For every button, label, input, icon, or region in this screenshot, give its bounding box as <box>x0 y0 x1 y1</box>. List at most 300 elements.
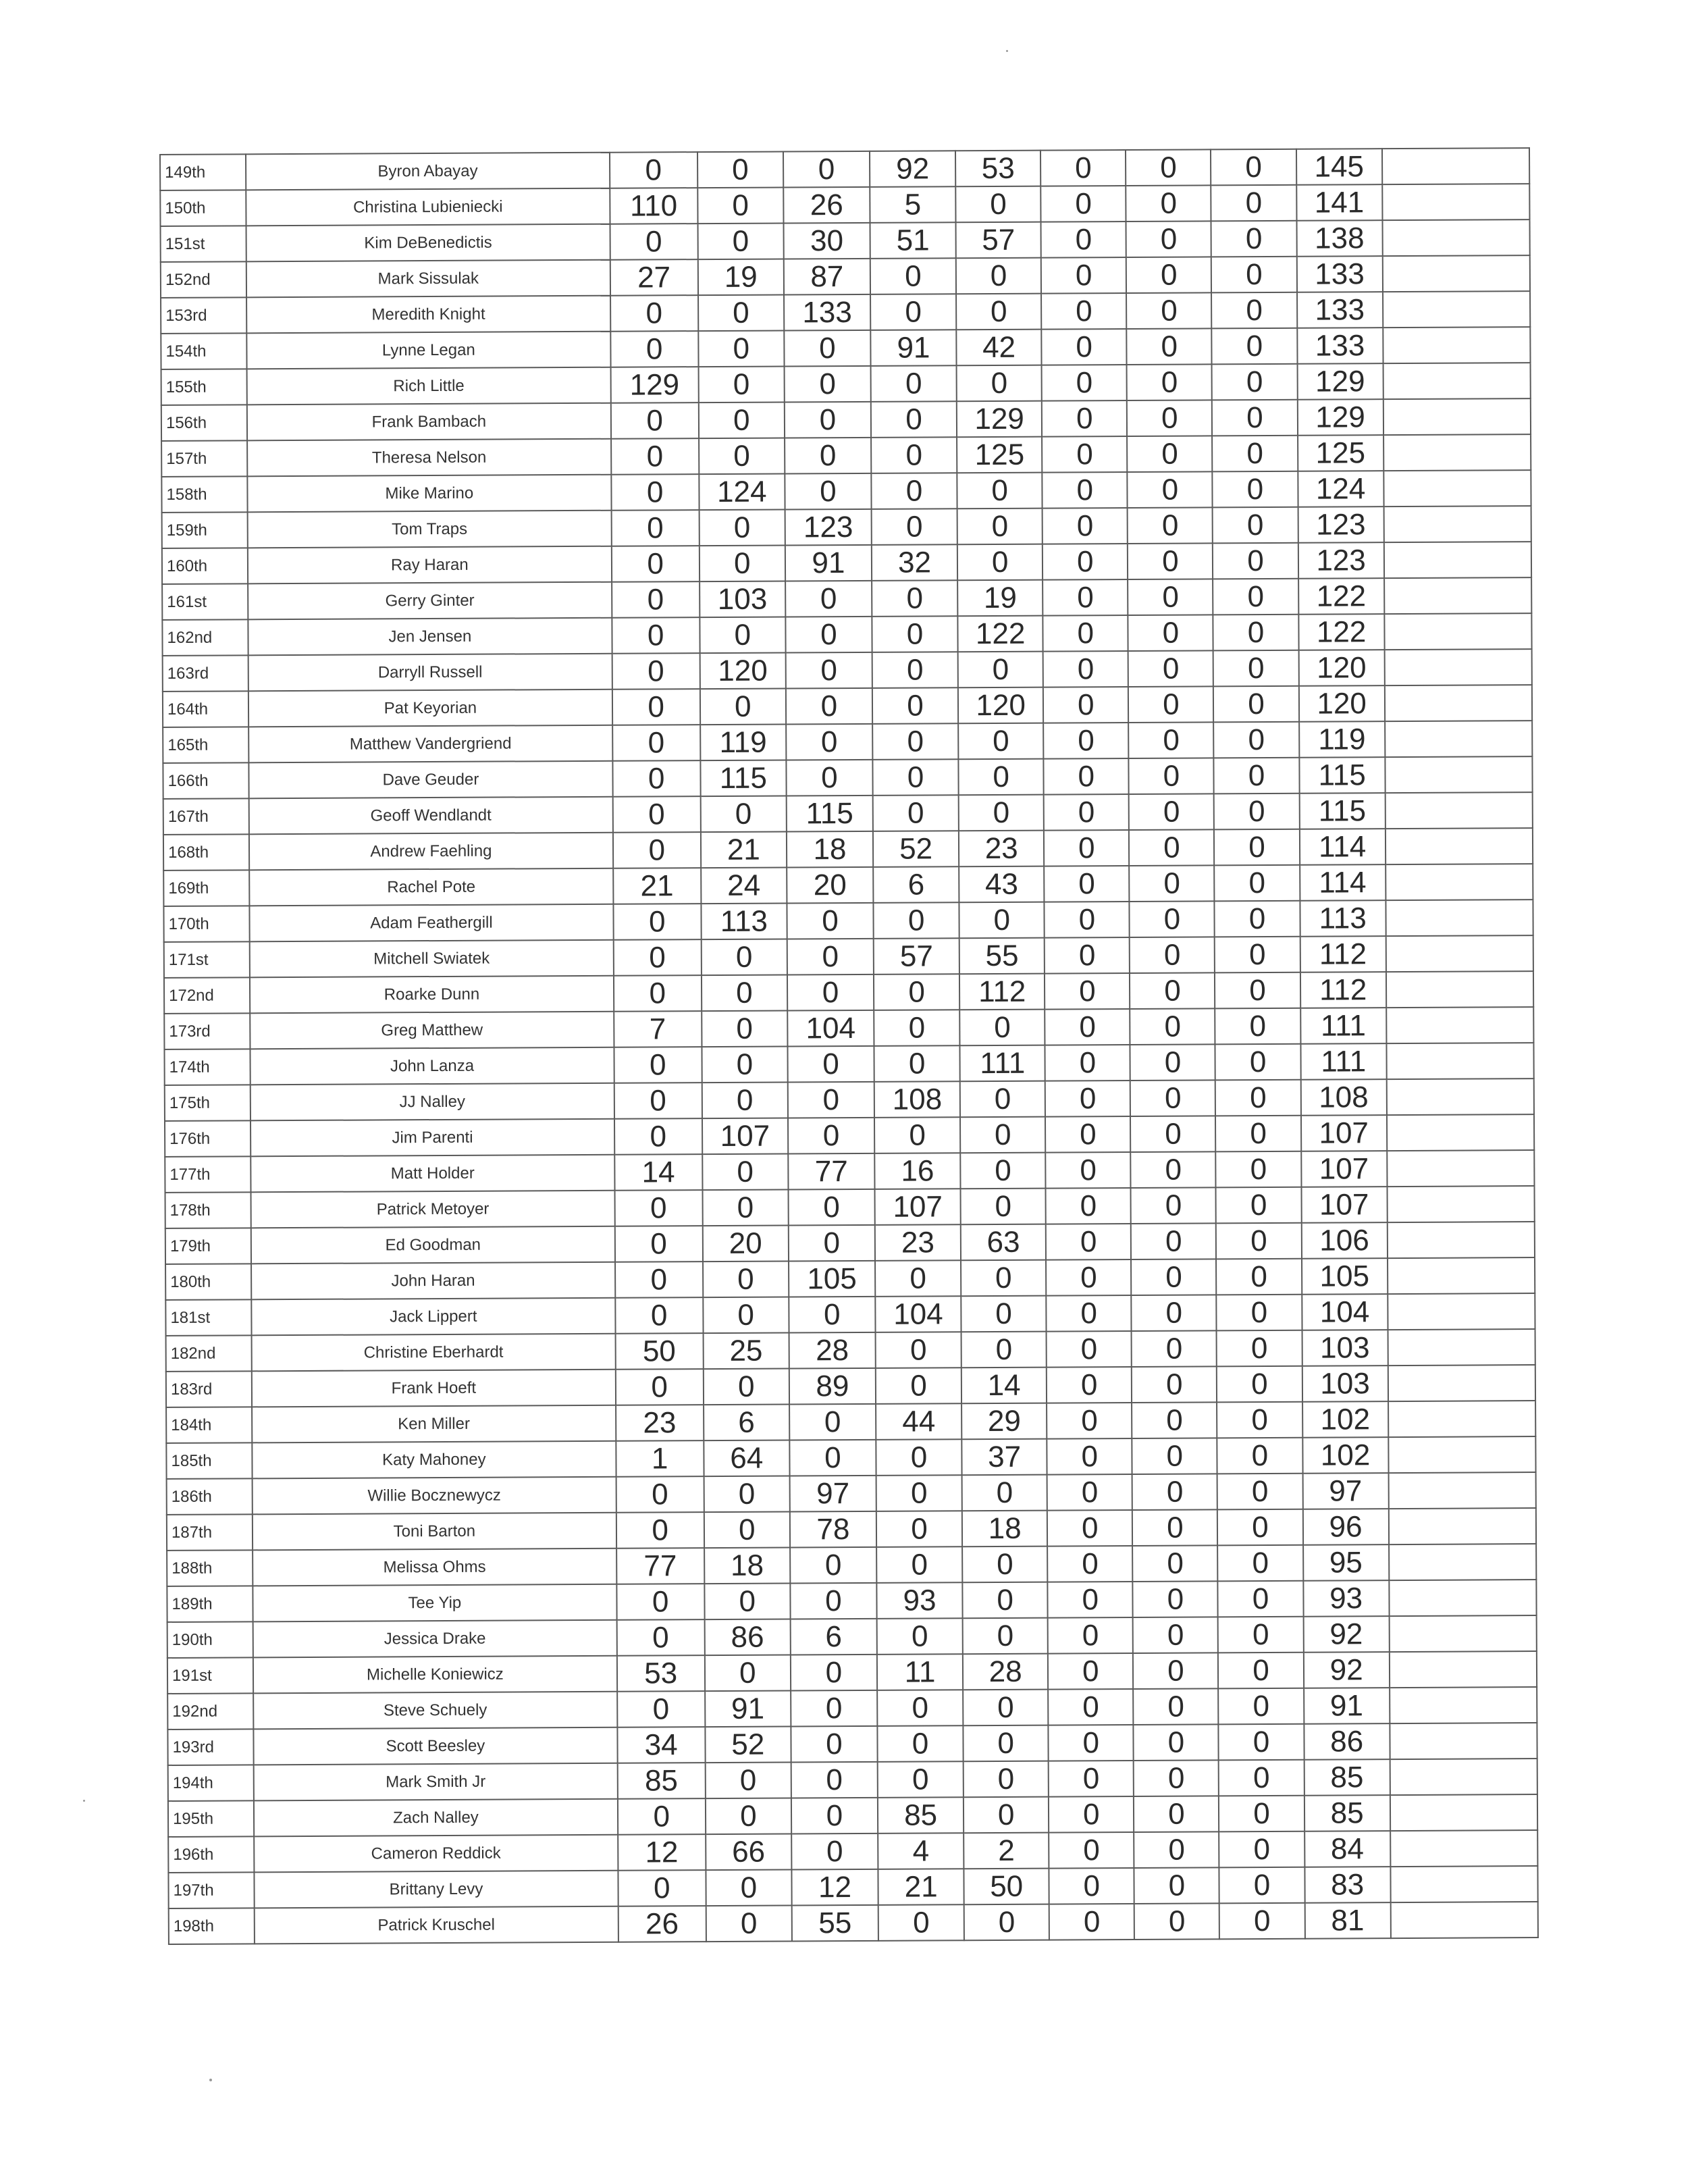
blank-cell <box>1390 1723 1537 1759</box>
score-cell: 0 <box>702 1082 787 1118</box>
total-cell: 106 <box>1301 1222 1387 1259</box>
score-cell: 0 <box>1129 758 1214 794</box>
score-cell: 0 <box>1044 866 1129 902</box>
score-cell: 0 <box>614 1190 702 1226</box>
score-cell: 23 <box>616 1405 704 1441</box>
player-name-cell: Adam Feathergill <box>250 904 614 942</box>
score-cell: 0 <box>1045 902 1130 938</box>
total-cell: 114 <box>1299 829 1385 865</box>
score-cell: 0 <box>1046 1188 1131 1224</box>
score-cell: 0 <box>1213 507 1298 544</box>
blank-cell <box>1390 1866 1538 1902</box>
score-cell: 0 <box>614 975 702 1012</box>
score-cell: 93 <box>876 1582 962 1619</box>
score-cell: 12 <box>618 1834 706 1871</box>
score-cell: 0 <box>1044 830 1129 866</box>
score-cell: 107 <box>875 1189 961 1225</box>
score-cell: 0 <box>1219 1831 1304 1868</box>
score-cell: 0 <box>1049 1832 1134 1869</box>
score-cell: 0 <box>872 616 957 652</box>
score-cell: 23 <box>959 831 1044 867</box>
blank-cell <box>1385 685 1533 721</box>
score-cell: 0 <box>964 1725 1049 1762</box>
total-cell: 120 <box>1298 685 1384 722</box>
score-cell: 0 <box>790 1547 876 1584</box>
blank-cell <box>1382 255 1530 292</box>
score-cell: 0 <box>961 1189 1046 1225</box>
score-cell: 119 <box>700 724 786 760</box>
place-cell: 186th <box>167 1478 253 1515</box>
score-cell: 18 <box>704 1547 790 1584</box>
score-cell: 0 <box>871 365 957 402</box>
score-cell: 28 <box>789 1332 875 1369</box>
player-name-cell: Zach Nalley <box>254 1799 618 1837</box>
score-cell: 0 <box>1133 1581 1218 1617</box>
score-cell: 0 <box>1133 1617 1218 1653</box>
place-cell: 180th <box>165 1264 251 1300</box>
score-cell: 0 <box>1130 937 1215 973</box>
score-cell: 6 <box>704 1404 789 1440</box>
blank-cell <box>1386 828 1533 864</box>
table-row <box>161 327 1530 369</box>
score-cell: 27 <box>610 259 697 296</box>
player-name-cell: Matthew Vandergriend <box>248 725 612 763</box>
blank-cell <box>1388 1257 1535 1294</box>
score-cell: 0 <box>1043 508 1128 544</box>
score-cell: 0 <box>957 473 1042 509</box>
score-cell: 124 <box>699 473 785 510</box>
blank-cell <box>1386 864 1533 900</box>
score-cell: 0 <box>1132 1545 1217 1582</box>
score-cell: 52 <box>873 831 959 867</box>
score-cell: 0 <box>877 1618 963 1655</box>
place-cell: 149th <box>160 154 246 190</box>
score-cell: 0 <box>611 474 699 511</box>
score-cell: 0 <box>616 1584 704 1620</box>
score-cell: 0 <box>700 617 785 653</box>
place-cell: 160th <box>162 548 248 584</box>
place-cell: 169th <box>163 870 249 906</box>
score-cell: 0 <box>1131 1187 1216 1224</box>
score-cell: 0 <box>955 186 1040 223</box>
score-cell: 113 <box>701 903 787 939</box>
table-row <box>163 649 1532 692</box>
player-name-cell: Mitchell Swiatek <box>250 940 614 978</box>
table-row <box>162 577 1531 620</box>
score-cell: 0 <box>1047 1403 1132 1439</box>
score-cell: 0 <box>962 1475 1047 1511</box>
total-cell: 123 <box>1298 542 1383 579</box>
table-row <box>168 1794 1537 1837</box>
score-cell: 0 <box>1126 185 1211 222</box>
scan-speck <box>1006 50 1008 52</box>
score-cell: 0 <box>959 759 1044 796</box>
blank-cell <box>1390 1830 1538 1867</box>
score-cell: 43 <box>959 866 1044 903</box>
score-cell: 0 <box>791 1690 877 1727</box>
score-cell: 115 <box>787 796 873 832</box>
player-name-cell: Pat Keyorian <box>248 690 612 727</box>
total-cell: 119 <box>1299 721 1385 758</box>
score-cell: 129 <box>610 367 698 403</box>
score-cell: 0 <box>789 1440 876 1476</box>
blank-cell <box>1388 1293 1535 1330</box>
score-cell: 0 <box>1042 329 1127 365</box>
score-cell: 0 <box>874 1117 960 1153</box>
score-cell: 63 <box>961 1224 1046 1261</box>
place-cell: 179th <box>165 1228 251 1264</box>
place-cell: 193rd <box>167 1729 253 1765</box>
table-row <box>168 1759 1537 1801</box>
score-cell: 92 <box>870 151 955 187</box>
total-cell: 84 <box>1304 1831 1390 1867</box>
total-cell: 122 <box>1298 614 1384 650</box>
table-row <box>163 900 1533 942</box>
score-cell: 0 <box>1133 1653 1218 1689</box>
table-row <box>164 971 1533 1014</box>
place-cell: 156th <box>161 405 247 441</box>
score-cell: 0 <box>1049 1761 1134 1797</box>
score-cell: 0 <box>873 795 959 831</box>
total-cell: 145 <box>1296 149 1382 185</box>
score-cell: 0 <box>618 1870 706 1906</box>
score-cell: 26 <box>618 1906 706 1942</box>
score-cell: 0 <box>1213 543 1298 579</box>
place-cell: 194th <box>168 1765 254 1801</box>
score-cell: 0 <box>1045 973 1130 1010</box>
place-cell: 172nd <box>164 977 250 1014</box>
player-name-cell: Toni Barton <box>253 1513 616 1551</box>
score-cell: 0 <box>610 402 698 439</box>
score-cell: 0 <box>1043 687 1128 723</box>
player-name-cell: Michelle Koniewicz <box>253 1656 617 1694</box>
score-cell: 0 <box>870 258 956 294</box>
score-cell: 0 <box>706 1869 791 1906</box>
score-cell: 0 <box>1211 292 1296 329</box>
table-row <box>161 291 1530 334</box>
player-name-cell: Willie Bocznewycz <box>253 1477 616 1515</box>
score-cell: 0 <box>786 724 872 760</box>
table-row <box>168 1830 1537 1873</box>
score-cell: 21 <box>701 831 787 868</box>
blank-cell <box>1383 470 1531 506</box>
score-cell: 0 <box>1046 1259 1131 1296</box>
score-cell: 1 <box>616 1440 704 1477</box>
total-cell: 124 <box>1298 471 1383 507</box>
score-cell: 0 <box>1134 1903 1219 1940</box>
score-cell: 0 <box>1047 1474 1132 1511</box>
score-cell: 91 <box>705 1690 791 1727</box>
blank-cell <box>1383 363 1531 399</box>
table-row <box>161 470 1531 513</box>
score-cell: 0 <box>698 294 784 331</box>
blank-cell <box>1388 1401 1536 1437</box>
score-cell: 18 <box>962 1511 1047 1547</box>
score-cell: 0 <box>1129 794 1214 830</box>
score-cell: 0 <box>612 725 700 761</box>
score-cell: 0 <box>787 903 873 939</box>
score-cell: 37 <box>961 1439 1047 1476</box>
total-cell: 92 <box>1303 1652 1389 1688</box>
score-cell: 14 <box>961 1368 1047 1404</box>
score-cell: 0 <box>1217 1438 1302 1474</box>
table-row <box>165 1293 1535 1336</box>
score-cell: 4 <box>878 1833 964 1869</box>
table-row <box>166 1401 1535 1443</box>
score-cell: 0 <box>611 510 699 546</box>
score-cell: 0 <box>1043 723 1128 759</box>
score-cell: 0 <box>1130 865 1215 902</box>
score-cell: 0 <box>612 581 700 618</box>
player-name-cell: Tom Traps <box>248 511 612 548</box>
blank-cell <box>1390 1759 1537 1795</box>
score-cell: 97 <box>789 1476 876 1512</box>
score-cell: 0 <box>1131 1151 1216 1188</box>
score-cell: 0 <box>1047 1438 1132 1475</box>
score-cell: 0 <box>1044 794 1129 831</box>
table-row <box>163 721 1532 763</box>
score-cell: 0 <box>706 1905 791 1942</box>
score-cell: 0 <box>961 1296 1046 1332</box>
score-cell: 0 <box>1128 543 1213 579</box>
score-cell: 0 <box>961 1260 1046 1297</box>
player-name-cell: Katy Mahoney <box>252 1441 616 1479</box>
score-cell: 0 <box>1133 1688 1218 1725</box>
blank-cell <box>1388 1329 1535 1366</box>
score-cell: 0 <box>1130 1116 1215 1152</box>
place-cell: 162nd <box>162 619 248 656</box>
player-name-cell: Matt Holder <box>250 1155 614 1193</box>
total-cell: 129 <box>1297 363 1383 400</box>
score-cell: 0 <box>959 902 1045 939</box>
score-cell: 0 <box>789 1297 875 1333</box>
table-row <box>165 1150 1534 1193</box>
score-cell: 91 <box>870 330 956 366</box>
total-cell: 141 <box>1296 184 1382 221</box>
score-cell: 0 <box>1219 1867 1304 1904</box>
score-cell: 0 <box>1215 901 1300 937</box>
score-cell: 0 <box>703 1261 789 1297</box>
player-name-cell: Lynne Legan <box>246 332 610 369</box>
score-cell: 0 <box>1218 1581 1303 1617</box>
score-cell: 0 <box>873 902 959 939</box>
blank-cell <box>1382 148 1530 184</box>
table-row <box>162 506 1531 548</box>
place-cell: 183rd <box>166 1371 252 1407</box>
player-name-cell: Brittany Levy <box>255 1871 618 1908</box>
score-cell: 0 <box>1128 650 1213 687</box>
score-cell: 0 <box>1128 722 1213 758</box>
score-cell: 0 <box>1213 650 1298 687</box>
blank-cell <box>1390 1902 1538 1938</box>
score-cell: 0 <box>1214 758 1299 794</box>
place-cell: 187th <box>167 1514 253 1551</box>
total-cell: 113 <box>1300 900 1386 937</box>
score-cell: 44 <box>876 1403 961 1440</box>
player-name-cell: Jack Lippert <box>251 1298 615 1336</box>
score-cell: 6 <box>791 1619 877 1655</box>
blank-cell <box>1384 649 1532 685</box>
score-cell: 21 <box>613 868 701 904</box>
place-cell: 178th <box>165 1192 251 1228</box>
score-cell: 5 <box>870 186 955 223</box>
score-cell: 18 <box>787 831 873 868</box>
player-name-cell: JJ Nalley <box>250 1083 614 1121</box>
total-cell: 111 <box>1300 1043 1386 1080</box>
table-row <box>165 1078 1534 1121</box>
score-cell: 0 <box>1126 257 1211 293</box>
score-cell: 107 <box>702 1118 788 1154</box>
score-cell: 0 <box>1218 1653 1303 1689</box>
total-cell: 96 <box>1302 1509 1388 1545</box>
score-cell: 0 <box>616 1476 704 1513</box>
score-cell: 55 <box>959 938 1045 974</box>
score-cell: 0 <box>1048 1689 1133 1725</box>
score-cell: 0 <box>1211 221 1296 257</box>
score-cell: 0 <box>1049 1796 1134 1833</box>
score-cell: 0 <box>701 939 787 975</box>
blank-cell <box>1382 184 1530 220</box>
score-cell: 0 <box>617 1691 705 1727</box>
score-cell: 0 <box>876 1332 961 1368</box>
score-cell: 0 <box>700 688 786 725</box>
score-cell: 0 <box>785 438 871 474</box>
score-cell: 0 <box>878 1904 964 1941</box>
total-cell: 85 <box>1304 1795 1390 1831</box>
player-name-cell: Patrick Metoyer <box>251 1191 615 1228</box>
score-cell: 104 <box>787 1010 874 1047</box>
score-cell: 0 <box>1128 615 1213 651</box>
score-cell: 122 <box>957 616 1043 652</box>
score-cell: 14 <box>614 1154 702 1191</box>
score-cell: 0 <box>1043 472 1128 509</box>
table-row <box>162 542 1531 584</box>
score-cell: 0 <box>1217 1295 1302 1331</box>
total-cell: 133 <box>1297 292 1383 328</box>
score-cell: 0 <box>1043 615 1128 652</box>
score-cell: 0 <box>785 617 872 653</box>
total-cell: 102 <box>1302 1401 1388 1438</box>
score-cell: 0 <box>611 546 699 582</box>
player-name-cell: Jim Parenti <box>250 1119 614 1157</box>
score-cell: 0 <box>615 1369 703 1405</box>
player-name-cell: Ken Miller <box>252 1405 616 1443</box>
score-cell: 0 <box>872 723 958 760</box>
score-cell: 0 <box>1134 1796 1219 1832</box>
total-cell: 108 <box>1300 1079 1386 1116</box>
score-cell: 0 <box>1128 686 1213 723</box>
table-row <box>167 1472 1536 1515</box>
score-cell: 0 <box>1127 328 1212 365</box>
score-cell: 0 <box>1047 1546 1132 1582</box>
score-cell: 0 <box>1041 293 1126 330</box>
score-cell: 20 <box>703 1225 789 1262</box>
total-cell: 129 <box>1297 399 1383 436</box>
blank-cell <box>1385 792 1533 829</box>
score-cell: 0 <box>1040 186 1126 222</box>
blank-cell <box>1384 613 1532 650</box>
score-cell: 0 <box>1049 1868 1134 1904</box>
score-cell: 0 <box>612 796 700 833</box>
table-row <box>166 1329 1535 1372</box>
score-cell: 125 <box>957 437 1042 473</box>
score-cell: 0 <box>784 366 870 402</box>
player-name-cell: Rich Little <box>247 367 611 405</box>
player-name-cell: Mark Sissulak <box>246 260 610 298</box>
total-cell: 103 <box>1302 1366 1388 1402</box>
score-cell: 0 <box>1048 1653 1133 1690</box>
score-cell: 0 <box>789 1225 875 1262</box>
total-cell: 107 <box>1301 1151 1387 1187</box>
blank-cell <box>1387 1114 1535 1151</box>
total-cell: 122 <box>1298 578 1384 615</box>
score-cell: 0 <box>1042 436 1127 473</box>
score-cell: 0 <box>702 974 787 1011</box>
player-name-cell: Gerry Ginter <box>248 582 612 620</box>
score-cell: 51 <box>870 222 956 259</box>
score-cell: 0 <box>957 365 1042 402</box>
total-cell: 103 <box>1302 1330 1388 1366</box>
score-cell: 0 <box>1212 400 1297 436</box>
score-cell: 0 <box>962 1546 1047 1583</box>
player-name-cell: Jessica Drake <box>253 1620 617 1658</box>
score-cell: 0 <box>960 1081 1045 1118</box>
score-cell: 0 <box>788 1189 874 1226</box>
score-cell: 0 <box>1041 222 1126 258</box>
score-cell: 0 <box>1132 1509 1217 1546</box>
player-name-cell: Patrick Kruschel <box>255 1906 618 1944</box>
score-cell: 0 <box>1214 794 1299 830</box>
score-cell: 0 <box>788 1082 874 1118</box>
blank-cell <box>1386 1043 1534 1079</box>
score-cell: 0 <box>705 1655 791 1691</box>
score-cell: 0 <box>1217 1330 1302 1367</box>
place-cell: 191st <box>167 1657 253 1694</box>
place-cell: 150th <box>160 190 246 226</box>
total-cell: 138 <box>1296 220 1382 257</box>
total-cell: 86 <box>1304 1723 1390 1760</box>
player-name-cell: Roarke Dunn <box>250 976 614 1014</box>
score-cell: 28 <box>963 1654 1048 1690</box>
score-cell: 0 <box>706 1798 791 1834</box>
score-cell: 0 <box>613 904 701 940</box>
score-cell: 0 <box>1042 400 1127 437</box>
score-cell: 11 <box>877 1654 963 1690</box>
score-cell: 0 <box>1134 1867 1219 1904</box>
score-cell: 66 <box>706 1834 791 1870</box>
score-cell: 120 <box>958 687 1043 724</box>
score-cell: 0 <box>1132 1330 1217 1367</box>
score-cell: 89 <box>789 1368 876 1405</box>
score-cell: 0 <box>1214 722 1299 758</box>
score-cell: 20 <box>787 867 873 904</box>
score-cell: 0 <box>612 760 700 797</box>
score-cell: 0 <box>791 1726 877 1763</box>
score-cell: 0 <box>1130 1080 1215 1116</box>
score-cell: 0 <box>1048 1582 1133 1618</box>
score-cell: 0 <box>1218 1617 1303 1653</box>
total-cell: 95 <box>1303 1544 1389 1581</box>
total-cell: 125 <box>1298 435 1383 471</box>
score-cell: 0 <box>784 330 870 367</box>
score-cell: 0 <box>959 795 1044 831</box>
score-cell: 0 <box>872 652 958 688</box>
blank-cell <box>1383 398 1531 435</box>
blank-cell <box>1383 434 1531 471</box>
score-cell: 50 <box>615 1333 703 1370</box>
score-cell: 0 <box>787 974 874 1011</box>
table-row <box>161 363 1531 405</box>
